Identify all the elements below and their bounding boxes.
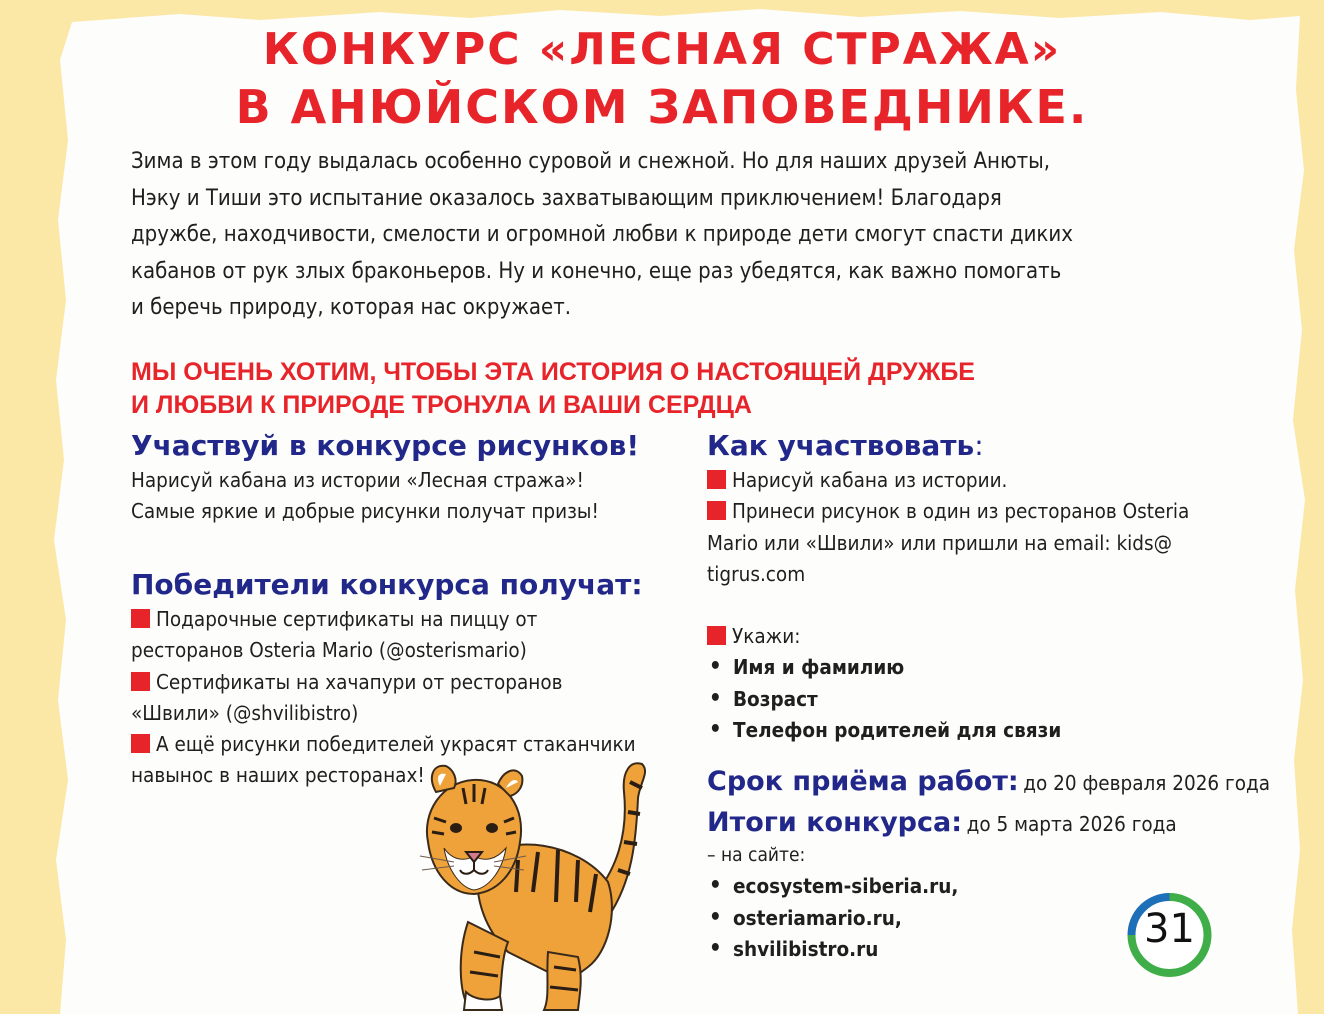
site-link[interactable]: • shvilibistro.ru (707, 934, 1127, 965)
sites-list (707, 871, 1127, 965)
red-square-icon (707, 626, 726, 645)
red-square-icon (131, 672, 150, 691)
slogan-line: И ЛЮБВИ К ПРИРОДЕ ТРОНУЛА И ВАШИ СЕРДЦА (131, 391, 752, 419)
sites-block (707, 840, 1127, 965)
site-link[interactable]: • ecosystem-siberia.ru, (707, 871, 1127, 902)
deadline-value: до 20 февраля 2026 года (1023, 771, 1271, 795)
specify-block (707, 621, 1247, 746)
step-item (707, 621, 1247, 652)
on-site-label: – на сайте: (707, 844, 806, 866)
winners-heading: Победители конкурса получат: (131, 568, 643, 601)
red-square-icon (707, 501, 726, 520)
slogan (131, 356, 1231, 422)
prize-item-cont: ресторанов Osteria Mario (@osterismario) (131, 638, 527, 663)
how-heading-text: Как участвовать (707, 429, 975, 462)
how-heading-colon: : (974, 429, 984, 462)
prize-item-cont: «Швили» (@shvilibistro) (131, 700, 359, 725)
prize-item (131, 604, 711, 635)
prize-item (131, 667, 711, 698)
page-title-line-2: В АНЮЙСКОМ ЗАПОВЕДНИКЕ. (235, 80, 1089, 134)
deadline-row (707, 766, 1287, 797)
step-text: Принеси рисунок в один из ресторанов Osteria (732, 499, 1190, 524)
results-row (707, 807, 1287, 838)
results-label: Итоги конкурса: (707, 807, 963, 838)
prize-text: А ещё рисунки победителей украсят стаканчики (156, 732, 636, 757)
site-link[interactable]: • osteriamario.ru, (707, 903, 1127, 934)
participate-text (131, 465, 691, 528)
step-item-cont: Mario или «Швили» или пришли на email: kids@ (707, 530, 1173, 555)
specify-item: • Имя и фамилию (707, 652, 1247, 683)
red-square-icon (131, 609, 150, 628)
prize-text: Подарочные сертификаты на пиццу от (156, 607, 538, 631)
page-number: 31 (1144, 906, 1195, 952)
intro-line: кабанов от рук злых браконьеров. Ну и конечно, еще раз убедятся, как важно помогать (131, 258, 1062, 284)
page-title-line-1: КОНКУРС «ЛЕСНАЯ СТРАЖА» (262, 24, 1062, 75)
intro-line: Нэку и Тиши это испытание оказалось захватывающим приключением! Благодаря (131, 185, 1002, 211)
prize-text: Сертификаты на хачапури от ресторанов (156, 669, 563, 694)
step-text: Нарисуй кабана из истории. (732, 468, 1008, 492)
step-item (707, 496, 1247, 527)
results-value: до 5 марта 2026 года (966, 812, 1177, 836)
specify-item: • Возраст (707, 684, 1247, 715)
intro-line: и беречь природу, которая нас окружает. (131, 295, 572, 320)
specify-item: • Телефон родителей для связи (707, 715, 1247, 746)
intro-line: Зима в этом году выдалась особенно суровой и снежной. Но для наших друзей Анюты, (131, 149, 1051, 174)
intro-line: дружбе, находчивости, смелости и огромной любви к природе дети смогут спасти диких (131, 222, 1073, 247)
how-steps (707, 465, 1247, 590)
deadline-label: Срок приёма работ: (707, 766, 1019, 797)
tiger-cub-illustration (418, 752, 658, 1014)
step-item (707, 465, 1247, 496)
prize-item-cont: навынос в наших ресторанах! (131, 763, 425, 788)
participate-line: Нарисуй кабана из истории «Лесная стража»! (131, 468, 584, 492)
red-square-icon (707, 470, 726, 489)
step-item-cont: tigrus.com (707, 561, 806, 586)
participate-line: Самые яркие и добрые рисунки получат призы! (131, 499, 599, 524)
participate-heading: Участвуй в конкурсе рисунков! (131, 429, 640, 462)
specify-list (707, 652, 1247, 746)
intro-paragraph (131, 144, 1241, 327)
step-text: Укажи: (732, 624, 801, 648)
red-square-icon (131, 734, 150, 753)
how-heading (707, 429, 984, 462)
slogan-line: МЫ ОЧЕНЬ ХОТИМ, ЧТОБЫ ЭТА ИСТОРИЯ О НАСТОЯЩЕЙ ДРУЖБЕ (131, 358, 975, 386)
